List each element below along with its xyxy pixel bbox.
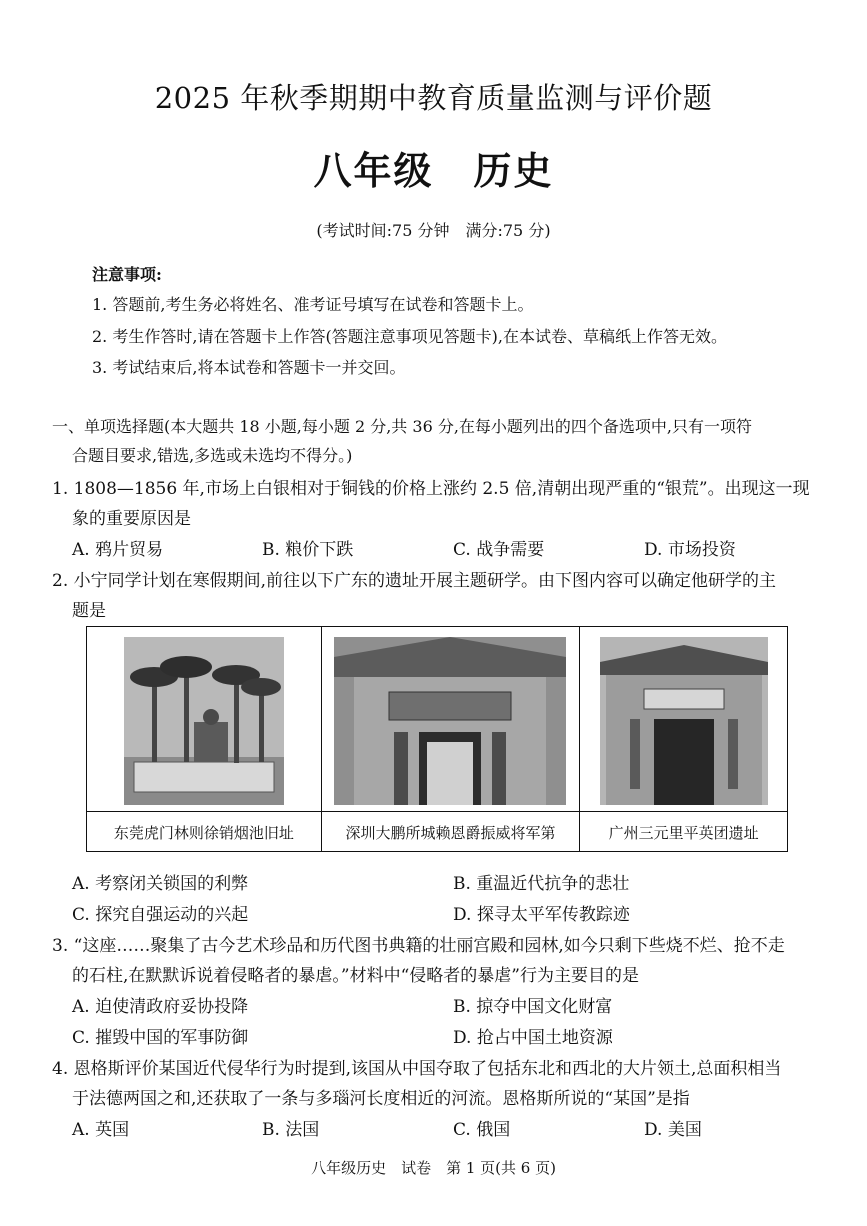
- figure-caption-sanyuanli: 广州三元里平英团遗址: [580, 811, 787, 852]
- question-3-stem-cont: 的石柱,在默默诉说着侵略者的暴虐。”材料中“侵略者的暴虐”行为主要目的是: [72, 966, 639, 986]
- photo-dapeng-site: [334, 637, 566, 805]
- exam-title: 2025 年秋季期期中教育质量监测与评价题: [154, 81, 713, 115]
- question-2-stem-cont: 题是: [72, 601, 106, 621]
- question-1-option-c: C. 战争需要: [453, 540, 545, 560]
- exam-info: (考试时间:75 分钟 满分:75 分): [316, 221, 551, 240]
- question-3-stem: 3. “这座……聚集了古今艺术珍品和历代图书典籍的壮丽宫殿和园林,如今只剩下些烧不烂、抢不走: [52, 936, 785, 956]
- figure-panel-humen: [87, 627, 322, 851]
- notice-item: 1. 答题前,考生务必将姓名、准考证号填写在试卷和答题卡上。: [92, 295, 534, 314]
- question-2-stem: 2. 小宁同学计划在寒假期间,前往以下广东的遗址开展主题研学。由下图内容可以确定他研学的主: [52, 571, 777, 591]
- question-4-option-d: D. 美国: [644, 1120, 702, 1140]
- section-heading: 一、单项选择题(本大题共 18 小题,每小题 2 分,共 36 分,在每小题列出的四个备选项中,只有一项符: [52, 417, 753, 436]
- question-2-option-b: B. 重温近代抗争的悲壮: [453, 874, 630, 894]
- figure-caption-dapeng: 深圳大鹏所城赖恩爵振威将军第: [322, 811, 580, 852]
- question-4-stem-cont: 于法德两国之和,还获取了一条与多瑙河长度相近的河流。恩格斯所说的“某国”是指: [72, 1089, 690, 1109]
- figure-caption-humen: 东莞虎门林则徐销烟池旧址: [87, 811, 321, 852]
- question-2-option-c: C. 探究自强运动的兴起: [72, 905, 249, 925]
- question-2-option-d: D. 探寻太平军传教踪迹: [453, 905, 630, 925]
- subject-grade: 八年级: [313, 148, 434, 193]
- subject-heading: [0, 140, 867, 195]
- photo-sanyuanli-site: [600, 637, 768, 805]
- section-heading-cont: 合题目要求,错选,多选或未选均不得分。): [72, 446, 353, 465]
- question-3-option-d: D. 抢占中国土地资源: [453, 1028, 613, 1048]
- question-3-option-c: C. 摧毁中国的军事防御: [72, 1028, 249, 1048]
- figure-panel-sanyuanli: [580, 627, 787, 851]
- question-4-stem: 4. 恩格斯评价某国近代侵华行为时提到,该国从中国夺取了包括东北和西北的大片领土,总面积相当: [52, 1059, 782, 1079]
- question-1-stem-cont: 象的重要原因是: [72, 509, 191, 529]
- notice-item: 2. 考生作答时,请在答题卡上作答(答题注意事项见答题卡),在本试卷、草稿纸上作答无效。: [92, 327, 728, 346]
- question-1-option-b: B. 粮价下跌: [262, 540, 354, 560]
- question-1-stem: 1. 1808—1856 年,市场上白银相对于铜钱的价格上涨约 2.5 倍,清朝出现严重的“银荒”。出现这一现: [52, 479, 810, 499]
- question-1-option-d: D. 市场投资: [644, 540, 736, 560]
- question-1-option-a: A. 鸦片贸易: [72, 540, 164, 560]
- page-footer: 八年级历史 试卷 第 1 页(共 6 页): [311, 1159, 556, 1177]
- question-4-option-c: C. 俄国: [453, 1120, 511, 1140]
- question-3-option-b: B. 掠夺中国文化财富: [453, 997, 613, 1017]
- subject-name: 历史: [473, 148, 554, 193]
- question-4-option-a: A. 英国: [72, 1120, 130, 1140]
- question-2-figure: [86, 626, 788, 852]
- question-4-option-b: B. 法国: [262, 1120, 320, 1140]
- photo-humen-site: [124, 637, 284, 805]
- question-3-option-a: A. 迫使清政府妥协投降: [72, 997, 249, 1017]
- notice-heading: 注意事项:: [92, 265, 162, 284]
- notice-item: 3. 考试结束后,将本试卷和答题卡一并交回。: [92, 358, 406, 377]
- figure-panel-dapeng: [322, 627, 581, 851]
- question-2-option-a: A. 考察闭关锁国的利弊: [72, 874, 249, 894]
